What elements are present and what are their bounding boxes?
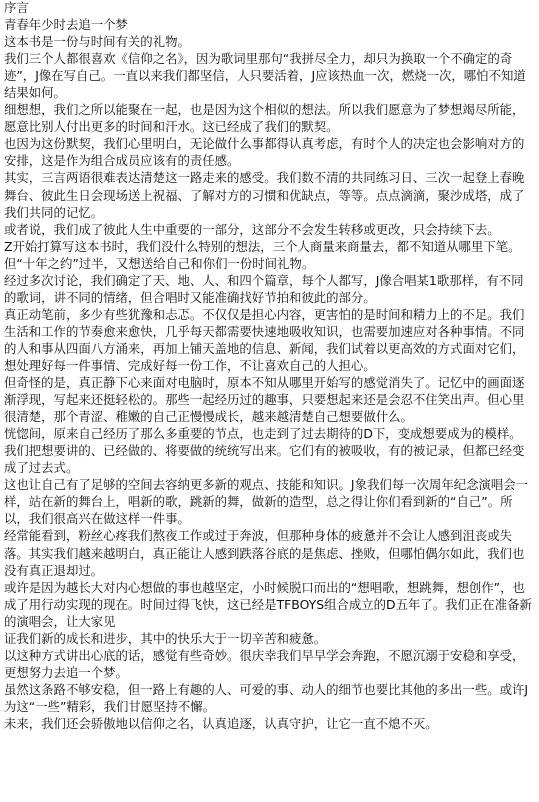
paragraph: 细想想，我们之所以能聚在一起，也是因为这个相似的想法。所以我们愿意为了梦想竭尽所能，愿意比别人付出更多的时间和汗水。这已经成了我们的默契。 xyxy=(4,102,525,135)
paragraph: 虽然这条路不够安稳，但一路上有趣的人、可爱的事、动人的细节也要比其他的多出一些。或许J为这“一些”精彩，我们甘愿坚持不懈。 xyxy=(4,681,529,714)
paragraph: 真正动笔前，多少有些犹豫和忐忑。不仅仅是担心内容，更害怕的是时间和精力上的不足。我们生活和工作的节奏愈来愈快，几乎每天都需要快速地吸收知识，也需要加速应对各种事情。不同的人和事从四面八方涌来，再加上铺天盖地的信息、新闻，我们试着以更高效的方式面对它们，想处理好每一件事情、完成好每一份工作，不让喜欢自己的人担心。 xyxy=(4,306,525,373)
paragraph: 但奇怪的是，真正静下心来面对电脑时，原本不知从哪里开始写的感觉消失了。记忆中的画面逐渐浮现，写起来还挺轻松的。那些一起经历过的趣事，只要想起来还是会忍不住笑出声。但心里很清楚，那个青涩、稚嫩的自己正慢慢成长，越来越清楚自己想要做什么。 xyxy=(4,375,525,425)
paragraph: 这本书是一份与时间有关的礼物。 xyxy=(4,34,190,50)
paragraph: Z开始打算写这本书时，我们没什么特别的想法，三个人商量来商量去，都不知道从哪里下笔。但“十年之约”过半，又想送给自己和你们一份时间礼物。 xyxy=(4,238,521,271)
paragraph: 我们把想要讲的、已经做的、将要做的统统写出来。它们有的被吸收，有的被记录，但都已经变成了过去式。 xyxy=(4,443,525,476)
document-subtitle: 青春年少时去追一个梦 xyxy=(4,17,128,33)
paragraph: 证我们新的成长和进步，其中的快乐大于一切辛苦和疲惫。 xyxy=(4,630,327,646)
paragraph: 这也让自己有了足够的空间去容纳更多新的观点、技能和知识。J象我们每一次周年纪念演唱会一样，站在新的舞台上，唱新的歌，跳新的舞，做新的造型，总之得让你们看到新的“自己”。所以，我们很高兴在做这样一件事。 xyxy=(4,477,529,527)
paragraph: 我们三个人都很喜欢《信仰之名》，因为歌词里那句“我拼尽全力，却只为换取一个不确定的奇迹”，J像在写自己。一直以来我们都坚信，人只要活着，J应该热血一次，燃烧一次，哪怕不知道结果如何。 xyxy=(4,51,526,101)
paragraph: 或者说，我们成了彼此人生中重要的一部分，这部分不会发生转移或更改，只会持续下去。 xyxy=(4,221,500,237)
paragraph: 未来，我们还会骄傲地以信仰之名，认真追逐，认真守护，让它一直不熄不灭。 xyxy=(4,715,438,731)
paragraph: 或许是因为越长大对内心想做的事也越坚定，小时候脱口而出的“想唱歌，想跳舞，想创作”，也成了用行动实现的现在。时间过得飞快，这已经是TFBOYS组合成立的D五年了。我们正在准备新的演唱会，让大家见 xyxy=(4,579,532,629)
paragraph: 经常能看到，粉丝心疼我们熬夜工作或过于奔波，但那种身体的疲惫并不会让人感到沮丧或失落。其实我们越来越明白，真正能让人感到跌落谷底的是焦虑、挫败，但哪怕偶尔如此，我们也没有真正退却过。 xyxy=(4,528,525,578)
paragraph: 恍惚间，原来自己经历了那么多重要的节点，也走到了过去期待的D下，变成想要成为的模样。 xyxy=(4,426,522,442)
paragraph: 经过多次讨论，我们确定了天、地、人、和四个篇章，每个人都写，J像合唱某1歌那样，有不同的歌词，讲不同的情绪，但合唱时又能准确找好节拍和彼此的部分。 xyxy=(4,272,524,305)
paragraph: 以这种方式讲出心底的话，感觉有些奇妙。很庆幸我们早早学会奔跑，不愿沉溺于安稳和享受，更想努力去追一个梦。 xyxy=(4,647,525,680)
document-title: 序言 xyxy=(4,0,29,15)
paragraph: 其实，三言两语很难表达清楚这一路走来的感受。我们数不清的共同练习日、三次一起登上春晚舞台、彼此生日会现场送上祝福、了解对方的习惯和优缺点，等等。点点滴滴，聚沙成塔，成了我们共同的记忆。 xyxy=(4,170,525,220)
paragraph: 也因为这份默契，我们心里明白，无论做什么事都得认真考虑，有时个人的决定也会影响对方的安排，这是作为组合成员应该有的责任感。 xyxy=(4,136,525,169)
